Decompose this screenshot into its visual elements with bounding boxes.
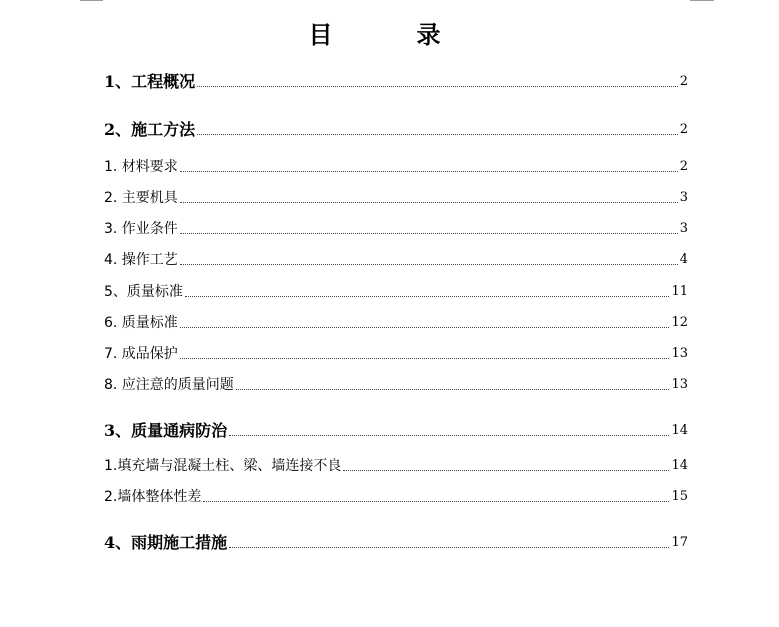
toc-page-number: 15	[671, 489, 688, 504]
toc-leader-dots	[203, 500, 669, 502]
toc-entry	[104, 343, 688, 365]
crop-mark-left	[80, 0, 103, 1]
toc-page-number: 13	[671, 346, 688, 361]
toc-page-number: 2	[679, 122, 688, 137]
toc-entry	[104, 312, 688, 334]
toc-leader-dots	[180, 357, 670, 359]
toc-entry	[104, 420, 688, 442]
toc-page-number: 3	[679, 221, 688, 236]
toc-entry-label: 3、质量通病防治	[104, 421, 228, 440]
toc-entry	[104, 218, 688, 240]
toc-page-number: 4	[679, 252, 688, 267]
toc-entry	[104, 71, 688, 93]
toc-leader-dots	[197, 85, 678, 87]
toc-page-number: 12	[671, 315, 688, 330]
toc-entry	[104, 374, 688, 396]
toc-entry-label: 1. 材料要求	[104, 159, 178, 175]
toc-page-number: 3	[679, 190, 688, 205]
toc-page-number: 17	[671, 535, 688, 550]
crop-mark-right	[690, 0, 714, 1]
toc-leader-dots	[180, 326, 670, 328]
toc-entry	[104, 486, 688, 508]
toc-leader-dots	[180, 263, 678, 265]
toc-entry-label: 2.墙体整体性差	[104, 489, 202, 505]
toc-leader-dots	[180, 232, 678, 234]
toc-entry	[104, 281, 688, 303]
toc-entry-label: 3. 作业条件	[104, 221, 178, 237]
toc-entry	[104, 249, 688, 271]
toc-page-number: 14	[671, 423, 688, 438]
toc-entry-label: 2. 主要机具	[104, 190, 178, 206]
toc-leader-dots	[180, 170, 678, 172]
toc-entry	[104, 187, 688, 209]
toc-leader-dots	[343, 469, 669, 471]
toc-leader-dots	[197, 133, 678, 135]
toc-leader-dots	[236, 388, 670, 390]
toc-page-number: 14	[671, 458, 688, 473]
toc-entry-label: 4、雨期施工措施	[104, 533, 228, 552]
toc-page-number: 2	[679, 74, 688, 89]
toc-entry-label: 4. 操作工艺	[104, 252, 178, 268]
toc-page-number: 11	[671, 284, 688, 299]
toc-page-number: 2	[679, 159, 688, 174]
toc-entry	[104, 455, 688, 477]
toc-entry	[104, 156, 688, 178]
toc-leader-dots	[229, 434, 669, 436]
toc-entry-label: 5、质量标准	[104, 284, 183, 300]
toc-entry-label: 1、工程概况	[104, 72, 196, 91]
toc-title: 目 录	[308, 20, 471, 49]
toc-entry-label: 2、施工方法	[104, 120, 196, 139]
toc-entry-label: 7. 成品保护	[104, 346, 178, 362]
toc-entry-label: 6. 质量标准	[104, 315, 178, 331]
toc-page-number: 13	[671, 377, 688, 392]
toc-entry-label: 8. 应注意的质量问题	[104, 377, 234, 393]
toc-leader-dots	[180, 201, 678, 203]
toc-entry	[104, 119, 688, 141]
toc-entry	[104, 532, 688, 554]
toc-entry-label: 1.填充墙与混凝土柱、梁、墙连接不良	[104, 458, 342, 474]
toc-leader-dots	[229, 546, 669, 548]
toc-leader-dots	[185, 295, 670, 297]
